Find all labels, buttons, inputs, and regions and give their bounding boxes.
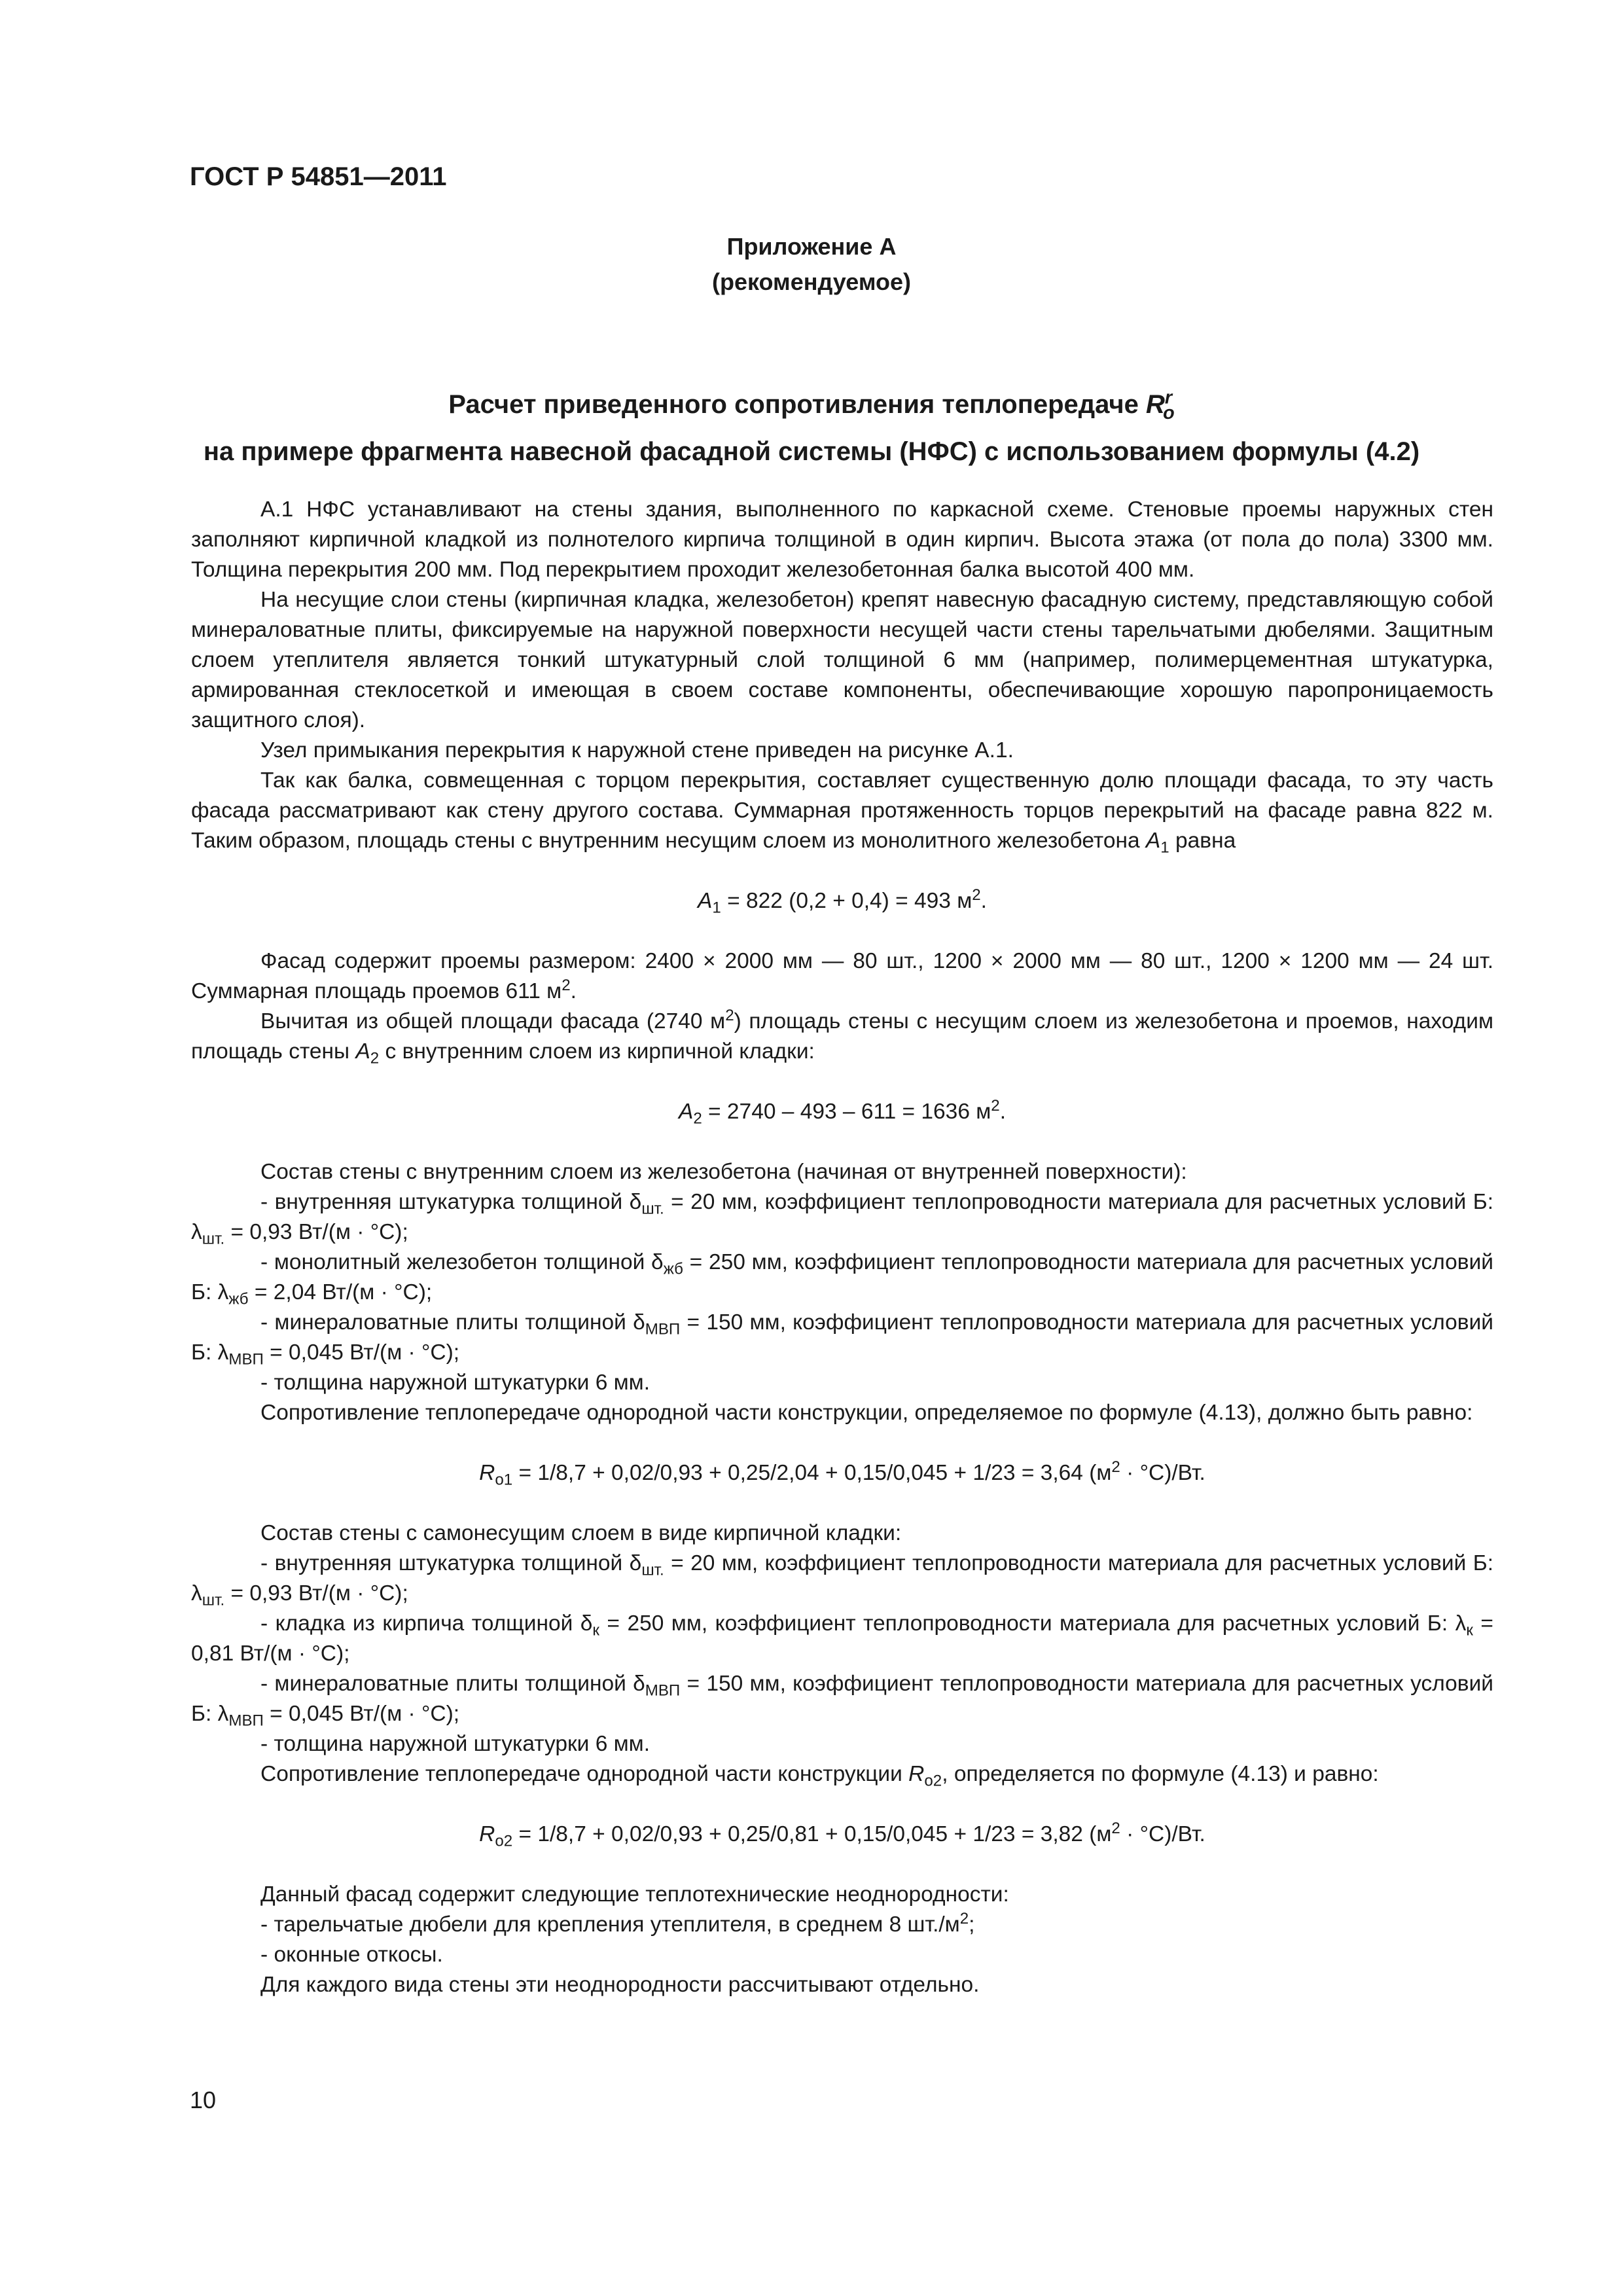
paragraph: Состав стены с самонесущим слоем в виде кирпичной кладки: bbox=[260, 1521, 902, 1545]
equation-a1: $A_1 = 822$ (0,2 + 0,4) = 493 $м^2$. bbox=[698, 886, 987, 917]
section-title bbox=[164, 381, 1459, 475]
paragraph: Для каждого вида стены эти неоднородности рассчитывают отдельно. bbox=[260, 1973, 980, 1997]
paragraph: Сопротивление теплопередаче однородной части конструкции $R_{о2}$, определяется по формуле (4.13) и равно: bbox=[260, 1762, 1379, 1790]
paragraph: Сопротивление теплопередаче однородной части конструкции, определяемое по формуле (4.13), должно быть равно: bbox=[260, 1401, 1473, 1425]
list-item: - тарельчатые дюбели для крепления утеплителя, в среднем 8 $шт./м^2$; bbox=[260, 1909, 975, 1937]
list-item: - оконные откосы. bbox=[260, 1943, 443, 1967]
title-line-2: на примере фрагмента навесной фасадной системы (НФС) с использованием формулы (4.2) bbox=[203, 437, 1420, 466]
page-number: 10 bbox=[190, 2087, 217, 2113]
equation-ro1: $R_{о1} = 1/8,7 + 0,02/0,93 + 0,25/2,04 + 0,15/0,045 + 1/23 = 3,64$ $(м^2 \cdot ^\circ С)/Вт$. bbox=[479, 1458, 1205, 1489]
paragraph-a1: А.1 НФС устанавливают на стены здания, выполненного по каркасной схеме. Стеновые проемы наружных стен заполняют кирпичной кладкой из полнотелого кирпича толщиной в один кирпич. Высота этажа (от пола до пола) 3300 мм. Толщина перекрытия 200 мм. Под перекрытием проходит железобетонная балка высотой 400 мм. bbox=[191, 497, 1493, 582]
appendix-kind: (рекомендуемое) bbox=[712, 268, 911, 295]
paragraph: Состав стены с внутренним слоем из железобетона (начиная от внутренней поверхности): bbox=[260, 1160, 1187, 1184]
list-item: - кладка из кирпича толщиной $\delta_к = 250$ мм, коэффициент теплопроводности материала для расчетных условий Б: $\lambda_к = 0,81$ Вт/(м · °С); bbox=[191, 1611, 1493, 1666]
paragraph: Вычитая из общей площади фасада (2740 $м^2$) площадь стены с несущим слоем из железобетона и проемов, находим площадь стены $A_2$ с внутренним слоем из кирпичной кладки: bbox=[191, 1006, 1493, 1067]
list-item: - минераловатные плиты толщиной $\delta_{МВП} = 150$ мм, коэффициент теплопроводности материала для расчетных условий Б: $\lambda_{МВП} = 0,045$ Вт/(м · °С); bbox=[191, 1310, 1493, 1369]
appendix-label: Приложение А bbox=[726, 233, 897, 260]
list-item: - внутренняя штукатурка толщиной $\delta_{шт.} = 20$ мм, коэффициент теплопроводности материала для расчетных условий Б: $\lambda_{шт.} = 0,93$ Вт/(м · °С); bbox=[191, 1551, 1493, 1609]
paragraph: Так как балка, совмещенная с торцом перекрытия, составляет существенную долю площади фасада, то эту часть фасада рассматривают как стену другого состава. Суммарная протяженность торцов перекрытий на фасаде равна 822 м. Таким образом, площадь стены с внутренним несущим слоем из монолитного железобетона $A_1$ равна bbox=[191, 768, 1493, 857]
paragraph: Данный фасад содержит следующие теплотехнические неоднородности: bbox=[260, 1882, 1009, 1907]
body-text bbox=[191, 495, 1493, 2000]
equation-ro2: $R_{о2} = 1/8,7 + 0,02/0,93 + 0,25/0,81 + 0,15/0,045 + 1/23 = 3,82$ $(м^2 \cdot ^\circ С)/Вт$. bbox=[479, 1819, 1205, 1850]
list-item: - толщина наружной штукатурки 6 мм. bbox=[260, 1371, 651, 1395]
list-item: - монолитный железобетон толщиной $\delta_{жб} = 250$ мм, коэффициент теплопроводности материала для расчетных условий Б: $\lambda_{жб} = 2,04$ Вт/(м · °С); bbox=[191, 1250, 1493, 1308]
title-symbol: $R^r_о$ bbox=[1146, 387, 1175, 423]
list-item: - минераловатные плиты толщиной $\delta_{МВП} = 150$ мм, коэффициент теплопроводности материала для расчетных условий Б: $\lambda_{МВП} = 0,045$ Вт/(м · °С); bbox=[191, 1672, 1493, 1730]
equation-a2: $A_2 = 2740 - 493 - 611 = 1636$ $м^2$. bbox=[678, 1096, 1007, 1128]
list-item: - толщина наружной штукатурки 6 мм. bbox=[260, 1732, 651, 1756]
document-code: ГОСТ Р 54851—2011 bbox=[190, 162, 447, 191]
list-item: - внутренняя штукатурка толщиной $\delta_{шт.} = 20$ мм, коэффициент теплопроводности материала для расчетных условий Б: $\lambda_{шт.} = 0,93$ Вт/(м · °С); bbox=[191, 1190, 1493, 1248]
appendix-heading bbox=[0, 229, 1623, 300]
paragraph: На несущие слои стены (кирпичная кладка, железобетон) крепят навесную фасадную систему, представляющую собой минераловатные плиты, фиксируемые на наружной поверхности несущей части стены тарельчатыми дюбелями. Защитным слоем утеплителя является тонкий штукатурный слой толщиной 6 мм (например, полимерцементная штукатурка, армированная стеклосеткой и имеющая в своем составе компоненты, обеспечивающие хорошую паропроницаемость защитного слоя). bbox=[191, 588, 1493, 732]
paragraph: Фасад содержит проемы размером: 2400 × 2000 мм — 80 шт., 1200 × 2000 мм — 80 шт., 1200 × 1200 мм — 24 шт. Суммарная площадь проемов 611 $м^2$. bbox=[191, 949, 1493, 1003]
paragraph: Узел примыкания перекрытия к наружной стене приведен на рисунке А.1. bbox=[260, 738, 1014, 762]
title-line-1: Расчет приведенного сопротивления теплопередаче $R^r_о$ bbox=[448, 387, 1175, 423]
